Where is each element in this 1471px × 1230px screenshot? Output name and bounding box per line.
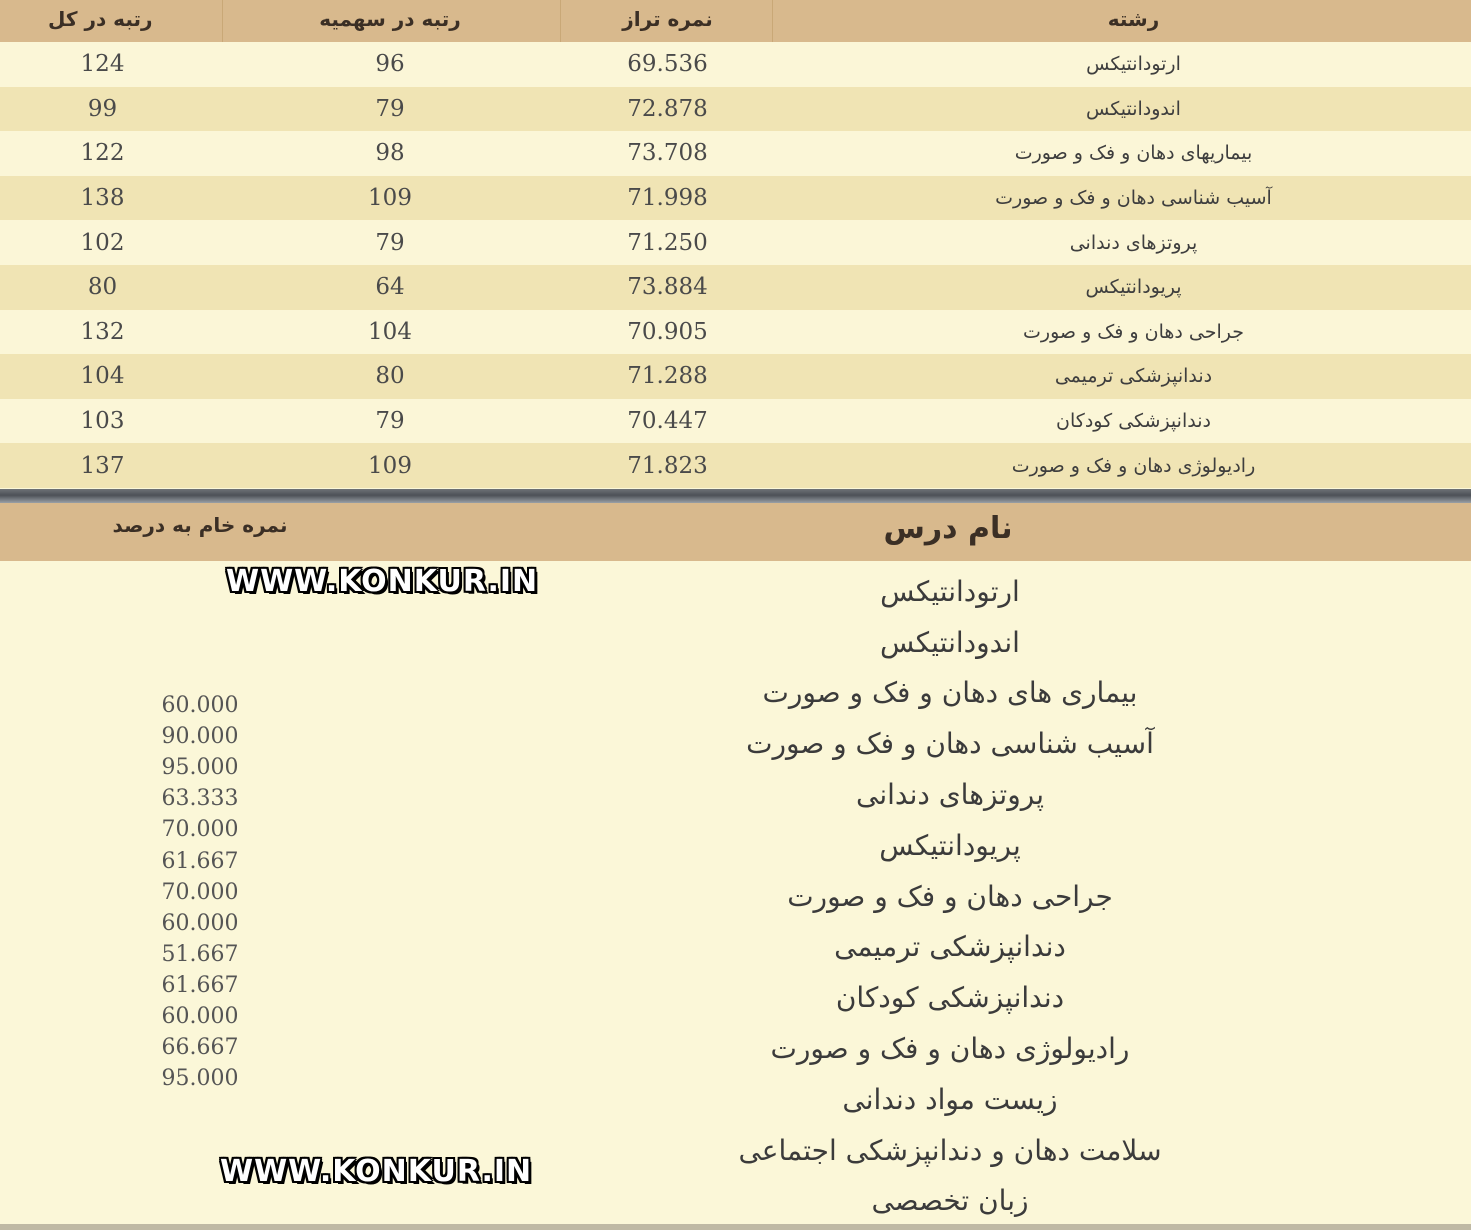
cell-field: آسیب شناسی دهان و فک و صورت [995, 187, 1272, 210]
header-separator [560, 0, 561, 42]
cell-score: 70.905 [627, 318, 708, 345]
cell-quota-rank: 80 [375, 363, 405, 390]
header-total-rank: رتبه در کل [48, 7, 153, 31]
raw-percent-value: 61.667 [161, 848, 239, 874]
cell-total-rank: 99 [87, 95, 118, 122]
cell-quota-rank: 79 [375, 95, 405, 122]
cell-total-rank: 80 [87, 274, 118, 301]
raw-percent-value: 70.000 [161, 879, 239, 905]
cell-total-rank: 122 [80, 140, 125, 167]
raw-percent-value: 61.667 [161, 972, 239, 998]
cell-score: 71.288 [627, 363, 708, 390]
cell-total-rank: 104 [80, 363, 125, 390]
course-table-header [0, 503, 1471, 561]
course-name: اندودانتیکس [880, 625, 1020, 659]
cell-total-rank: 132 [80, 318, 125, 345]
cell-total-rank: 103 [80, 408, 125, 435]
raw-percent-value: 60.000 [161, 910, 239, 936]
raw-percent-value: 70.000 [161, 817, 239, 843]
raw-percent-value: 95.000 [161, 755, 239, 781]
cell-quota-rank: 109 [368, 452, 412, 479]
cell-quota-rank: 104 [368, 318, 412, 345]
course-name: دندانپزشکی کودکان [835, 981, 1065, 1015]
table-row [0, 87, 1471, 132]
cell-total-rank: 102 [80, 229, 125, 256]
cell-quota-rank: 79 [375, 408, 405, 435]
cell-score: 72.878 [627, 95, 708, 122]
header-separator [772, 0, 773, 42]
course-name: رادیولوژی دهان و فک و صورت [770, 1032, 1130, 1066]
cell-field: دندانپزشکی کودکان [1056, 410, 1211, 433]
table-row [0, 220, 1471, 265]
watermark: WWW.KONKUR.IN [226, 564, 539, 599]
cell-total-rank: 124 [80, 51, 125, 78]
table-row [0, 265, 1471, 310]
course-name: پریودانتیکس [879, 828, 1021, 862]
cell-field: بیماریهای دهان و فک و صورت [1014, 142, 1253, 165]
header-raw-percent: نمره خام به درصد [112, 513, 288, 537]
cell-field: ارتودانتیکس [1086, 53, 1181, 76]
cell-quota-rank: 96 [375, 51, 405, 78]
cell-score: 71.823 [627, 452, 708, 479]
cell-score: 71.998 [627, 185, 708, 212]
table-row [0, 42, 1471, 87]
table-row [0, 399, 1471, 444]
section-divider [0, 489, 1471, 503]
cell-score: 71.250 [627, 229, 708, 256]
cell-field: اندودانتیکس [1086, 97, 1181, 120]
table-row [0, 354, 1471, 399]
cell-total-rank: 138 [80, 185, 125, 212]
course-name: ارتودانتیکس [880, 574, 1020, 608]
course-name: پروتزهای دندانی [856, 778, 1044, 812]
course-name: بیماری های دهان و فک و صورت [762, 676, 1138, 710]
course-name: زیست مواد دندانی [842, 1082, 1058, 1116]
cell-field: رادیولوژی دهان و فک و صورت [1011, 454, 1256, 477]
cell-field: پریودانتیکس [1085, 276, 1182, 299]
cell-quota-rank: 98 [375, 140, 405, 167]
cell-quota-rank: 64 [375, 274, 405, 301]
raw-percent-list [140, 690, 260, 1094]
header-quota-rank: رتبه در سهمیه [319, 7, 461, 31]
course-name: جراحی دهان و فک و صورت [787, 879, 1113, 913]
cell-quota-rank: 79 [375, 229, 405, 256]
cell-score: 70.447 [627, 408, 708, 435]
table-row [0, 176, 1471, 221]
cell-score: 73.884 [627, 274, 708, 301]
header-course-name: نام درس [883, 511, 1013, 546]
cell-score: 73.708 [627, 140, 708, 167]
cell-total-rank: 137 [80, 452, 125, 479]
table-row [0, 131, 1471, 176]
header-separator [222, 0, 223, 42]
cell-score: 69.536 [627, 51, 708, 78]
raw-percent-value: 66.667 [161, 1035, 239, 1061]
raw-percent-value: 51.667 [161, 941, 239, 967]
raw-percent-value: 60.000 [161, 1003, 239, 1029]
course-name: زبان تخصصی [871, 1184, 1029, 1218]
raw-percent-value: 90.000 [161, 724, 239, 750]
watermark: WWW.KONKUR.IN [220, 1154, 533, 1189]
rank-table [0, 0, 1471, 488]
header-field: رشته [1107, 7, 1160, 31]
rank-table-header [0, 0, 1471, 42]
course-name: آسیب شناسی دهان و فک و صورت [746, 727, 1154, 761]
table-row [0, 443, 1471, 488]
header-score: نمره تراز [622, 7, 713, 31]
rank-table-body [0, 42, 1471, 488]
course-name-list [600, 566, 1300, 1226]
raw-percent-value: 95.000 [161, 1066, 239, 1092]
course-name: سلامت دهان و دندانپزشکی اجتماعی [738, 1133, 1162, 1167]
raw-percent-value: 60.000 [161, 693, 239, 719]
course-name: دندانپزشکی ترمیمی [834, 930, 1066, 964]
cell-field: پروتزهای دندانی [1069, 231, 1198, 254]
table-row [0, 310, 1471, 355]
raw-percent-value: 63.333 [161, 786, 239, 812]
cell-field: دندانپزشکی ترمیمی [1054, 365, 1213, 388]
cell-quota-rank: 109 [368, 185, 412, 212]
bottom-edge [0, 1224, 1471, 1230]
cell-field: جراحی دهان و فک و صورت [1023, 320, 1244, 343]
